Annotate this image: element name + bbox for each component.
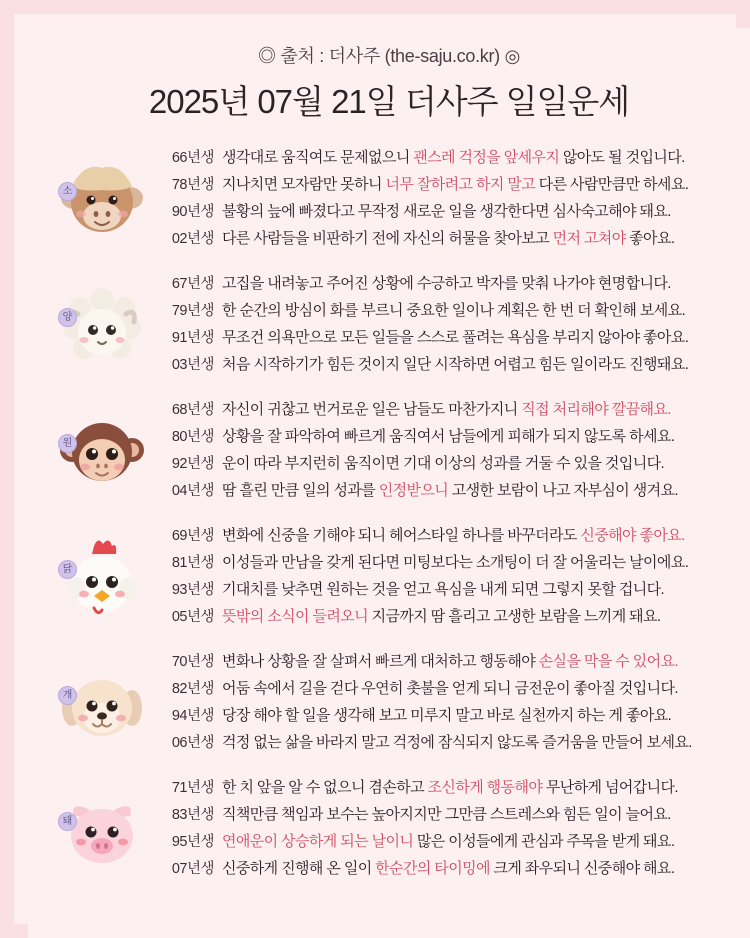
avatar-wrap-dog	[50, 656, 154, 752]
year-label: 07년생	[171, 861, 214, 877]
year-label: 70년생	[171, 654, 214, 670]
fortune-line	[160, 326, 750, 353]
avatar-wrap-rooster	[50, 530, 154, 626]
fortune-text: 이성들과 만남을 갖게 된다면 미팅보다는 소개팅이 더 잘 어울리는 날이에요.	[222, 554, 689, 571]
rooster-entries	[154, 524, 750, 632]
year-label: 80년생	[171, 429, 214, 445]
year-label: 83년생	[171, 807, 214, 823]
fortune-section-sheep	[28, 263, 750, 389]
fortune-line	[160, 200, 750, 227]
fortune-text: 지나치면 모자람만 못하니 너무 잘하려고 하지 말고 다른 사람만큼만 하세요.	[222, 176, 689, 193]
rooster-badge: 닭	[58, 560, 77, 579]
year-label: 03년생	[171, 357, 214, 373]
fortune-text: 무조건 의욕만으로 모든 일들을 스스로 풀려는 욕심을 부리지 않아야 좋아요.	[222, 329, 689, 346]
year-label: 66년생	[171, 150, 214, 166]
sheep-entries	[154, 272, 750, 380]
dog-entries	[154, 650, 750, 758]
fortune-text: 운이 따라 부지런히 움직이면 기대 이상의 성과를 거둘 수 있을 것입니다.	[222, 455, 665, 472]
monkey-entries	[154, 398, 750, 506]
fortune-text: 당장 해야 할 일을 생각해 보고 미루지 말고 바로 실천까지 하는 게 좋아요.	[222, 707, 672, 724]
fortune-line	[160, 776, 750, 803]
fortune-text: 변화나 상황을 잘 살펴서 빠르게 대처하고 행동해야 손실을 막을 수 있어요.	[222, 653, 678, 670]
fortune-text: 변화에 신중을 기해야 되니 헤어스타일 하나를 바꾸더라도 신중해야 좋아요.	[222, 527, 685, 544]
pig-entries	[154, 776, 750, 884]
monkey-badge: 원	[58, 434, 77, 453]
fortune-section-monkey	[28, 389, 750, 515]
monkey-avatar	[54, 404, 150, 500]
fortune-text: 걱정 없는 삶을 바라지 말고 걱정에 잠식되지 않도록 즐거움을 만들어 보세요.	[222, 734, 692, 751]
fortune-line	[160, 731, 750, 758]
year-label: 90년생	[171, 204, 214, 220]
year-label: 93년생	[171, 582, 214, 598]
year-label: 68년생	[171, 402, 214, 418]
fortune-text: 신중하게 진행해 온 일이 한순간의 타이밍에 크게 좌우되니 신중해야 해요.	[222, 860, 675, 877]
fortune-line	[160, 227, 750, 254]
fortune-text: 한 치 앞을 알 수 없으니 겸손하고 조신하게 행동해야 무난하게 넘어갑니다.	[222, 779, 678, 796]
fortune-section-pig	[28, 767, 750, 893]
fortune-line	[160, 830, 750, 857]
sheep-avatar	[54, 278, 150, 374]
year-label: 06년생	[171, 735, 214, 751]
ox-entries	[154, 146, 750, 254]
fortune-line	[160, 425, 750, 452]
pig-avatar	[54, 782, 150, 878]
sheep-badge: 양	[58, 308, 77, 327]
avatar-wrap-ox	[50, 152, 154, 248]
fortune-text: 직책만큼 책임과 보수는 높아지지만 그만큼 스트레스와 힘든 일이 늘어요.	[222, 806, 671, 823]
fortune-line	[160, 272, 750, 299]
year-label: 78년생	[171, 177, 214, 193]
fortune-line	[160, 452, 750, 479]
year-label: 95년생	[171, 834, 214, 850]
year-label: 05년생	[171, 609, 214, 625]
fortune-line	[160, 677, 750, 704]
fortune-text: 고집을 내려놓고 주어진 상황에 수긍하고 박자를 맞춰 나가야 현명합니다.	[222, 275, 671, 292]
avatar-wrap-monkey	[50, 404, 154, 500]
year-label: 71년생	[171, 780, 214, 796]
fortune-list	[28, 137, 750, 893]
year-label: 92년생	[171, 456, 214, 472]
avatar-wrap-sheep	[50, 278, 154, 374]
year-label: 02년생	[171, 231, 214, 247]
fortune-text: 상황을 잘 파악하여 빠르게 움직여서 남들에게 피해가 되지 않도록 하세요.	[222, 428, 675, 445]
page-title: 2025년 07월 21일 더사주 일일운세	[148, 83, 630, 120]
source-credit: ◎ 출처 : 더사주 (the-saju.co.kr) ◎	[258, 46, 520, 66]
fortune-text: 뜻밖의 소식이 들려오니 지금까지 땀 흘리고 고생한 보람을 느끼게 돼요.	[222, 608, 661, 625]
year-label: 79년생	[171, 303, 214, 319]
page-inner	[28, 28, 750, 938]
fortune-line	[160, 704, 750, 731]
year-label: 94년생	[171, 708, 214, 724]
fortune-text: 한 순간의 방심이 화를 부르니 중요한 일이나 계획은 한 번 더 확인해 보세요.	[222, 302, 686, 319]
fortune-line	[160, 398, 750, 425]
fortune-line	[160, 650, 750, 677]
year-label: 81년생	[171, 555, 214, 571]
fortune-text: 생각대로 움직여도 문제없으니 괜스레 걱정을 앞세우지 않아도 될 것입니다.	[222, 149, 685, 166]
ox-avatar	[54, 152, 150, 248]
year-label: 04년생	[171, 483, 214, 499]
avatar-wrap-pig	[50, 782, 154, 878]
fortune-line	[160, 146, 750, 173]
fortune-section-ox	[28, 137, 750, 263]
dog-badge: 개	[58, 686, 77, 705]
fortune-line	[160, 479, 750, 506]
pig-badge: 돼	[58, 812, 77, 831]
fortune-line	[160, 524, 750, 551]
fortune-text: 땀 흘린 만큼 일의 성과를 인정받으니 고생한 보람이 나고 자부심이 생겨요.	[222, 482, 678, 499]
fortune-section-dog	[28, 641, 750, 767]
fortune-text: 연애운이 상승하게 되는 날이니 많은 이성들에게 관심과 주목을 받게 돼요.	[222, 833, 675, 850]
year-label: 67년생	[171, 276, 214, 292]
fortune-text: 자신이 귀찮고 번거로운 일은 남들도 마찬가지니 직접 처리해야 깔끔해요.	[222, 401, 671, 418]
fortune-text: 어둠 속에서 길을 걷다 우연히 촛불을 얻게 되니 금전운이 좋아질 것입니다.	[222, 680, 678, 697]
fortune-text: 불황의 늪에 빠졌다고 무작정 새로운 일을 생각한다면 심사숙고해야 돼요.	[222, 203, 671, 220]
fortune-text: 다른 사람들을 비판하기 전에 자신의 허물을 찾아보고 먼저 고쳐야 좋아요.	[222, 230, 675, 247]
year-label: 69년생	[171, 528, 214, 544]
fortune-line	[160, 299, 750, 326]
fortune-section-rooster	[28, 515, 750, 641]
year-label: 91년생	[171, 330, 214, 346]
fortune-text: 처음 시작하기가 힘든 것이지 일단 시작하면 어렵고 힘든 일이라도 진행돼요.	[222, 356, 689, 373]
fortune-line	[160, 173, 750, 200]
fortune-line	[160, 578, 750, 605]
fortune-line	[160, 353, 750, 380]
ox-badge: 소	[58, 182, 77, 201]
fortune-line	[160, 803, 750, 830]
rooster-avatar	[54, 530, 150, 626]
fortune-line	[160, 605, 750, 632]
year-label: 82년생	[171, 681, 214, 697]
fortune-line	[160, 857, 750, 884]
fortune-text: 기대치를 낮추면 원하는 것을 얻고 욕심을 내게 되면 그렇지 못할 겁니다.	[222, 581, 665, 598]
dog-avatar	[54, 656, 150, 752]
fortune-line	[160, 551, 750, 578]
